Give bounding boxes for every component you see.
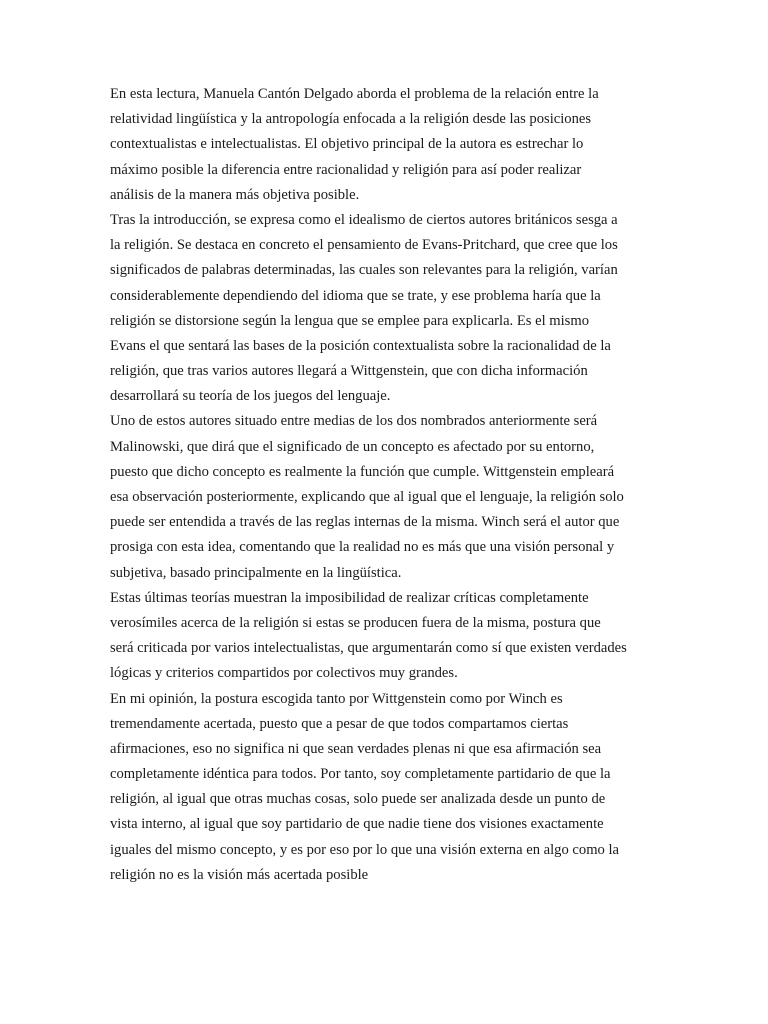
text-line: Estas últimas teorías muestran la imposibilidad de realizar críticas completamente (110, 589, 589, 606)
text-line: contextualistas e intelectualistas. El objetivo principal de la autora es estrechar lo (110, 136, 584, 153)
text-line: En mi opinión, la postura escogida tanto por Wittgenstein como por Winch es (110, 690, 563, 707)
text-line: puesto que dicho concepto es realmente la función que cumple. Wittgenstein empleará (110, 463, 615, 480)
text-line: afirmaciones, eso no significa ni que sean verdades plenas ni que esa afirmación sea (110, 740, 602, 757)
text-line: verosímiles acerca de la religión si estas se producen fuera de la misma, postura que (110, 614, 601, 631)
text-line: será criticada por varios intelectualistas, que argumentarán como sí que existen verdades (110, 640, 627, 657)
text-line: puede ser entendida a través de las reglas internas de la misma. Winch será el autor que (110, 514, 620, 531)
text-line: lógicas y criterios compartidos por colectivos muy grandes. (110, 665, 458, 682)
text-line: relatividad lingüística y la antropología enfocada a la religión desde las posiciones (110, 111, 592, 128)
text-line: desarrollará su teoría de los juegos del lenguaje. (110, 388, 391, 405)
text-line: análisis de la manera más objetiva posible. (110, 186, 360, 203)
text-line: prosiga con esta idea, comentando que la realidad no es más que una visión personal y (110, 539, 615, 556)
text-line: Tras la introducción, se expresa como el idealismo de ciertos autores británicos sesga a (110, 211, 618, 228)
text-line: máximo posible la diferencia entre racionalidad y religión para así poder realizar (110, 161, 582, 178)
text-line: Evans el que sentará las bases de la posición contextualista sobre la racionalidad de la (110, 337, 611, 354)
document-body (110, 82, 670, 888)
text-line: vista interno, al igual que soy partidario de que nadie tiene dos visiones exactamente (110, 816, 604, 833)
text-line: considerablemente dependiendo del idioma que se trate, y ese problema haría que la (110, 287, 601, 304)
text-line: religión no es la visión más acertada posible (110, 866, 369, 883)
text-line: iguales del mismo concepto, y es por eso por lo que una visión externa en algo como la (110, 841, 620, 858)
text-line: tremendamente acertada, puesto que a pesar de que todos compartamos ciertas (110, 715, 569, 732)
text-line: esa observación posteriormente, explicando que al igual que el lenguaje, la religión solo (110, 489, 624, 505)
text-line: la religión. Se destaca en concreto el pensamiento de Evans-Pritchard, que cree que los (110, 237, 618, 254)
text-line: Uno de estos autores situado entre medias de los dos nombrados anteriormente será (110, 413, 598, 430)
text-line: religión, al igual que otras muchas cosas, solo puede ser analizada desde un punto de (110, 791, 606, 808)
text-line: religión se distorsione según la lengua que se emplee para explicarla. Es el mismo (110, 312, 590, 329)
text-line: significados de palabras determinadas, las cuales son relevantes para la religión, varían (110, 262, 618, 279)
text-line: Malinowski, que dirá que el significado de un concepto es afectado por su entorno, (110, 438, 595, 455)
text-line: completamente idéntica para todos. Por tanto, soy completamente partidario de que la (110, 766, 611, 783)
text-line: subjetiva, basado principalmente en la lingüística. (110, 564, 402, 581)
text-line: En esta lectura, Manuela Cantón Delgado aborda el problema de la relación entre la (110, 86, 599, 102)
text-line: religión, que tras varios autores llegará a Wittgenstein, que con dicha información (110, 363, 588, 380)
